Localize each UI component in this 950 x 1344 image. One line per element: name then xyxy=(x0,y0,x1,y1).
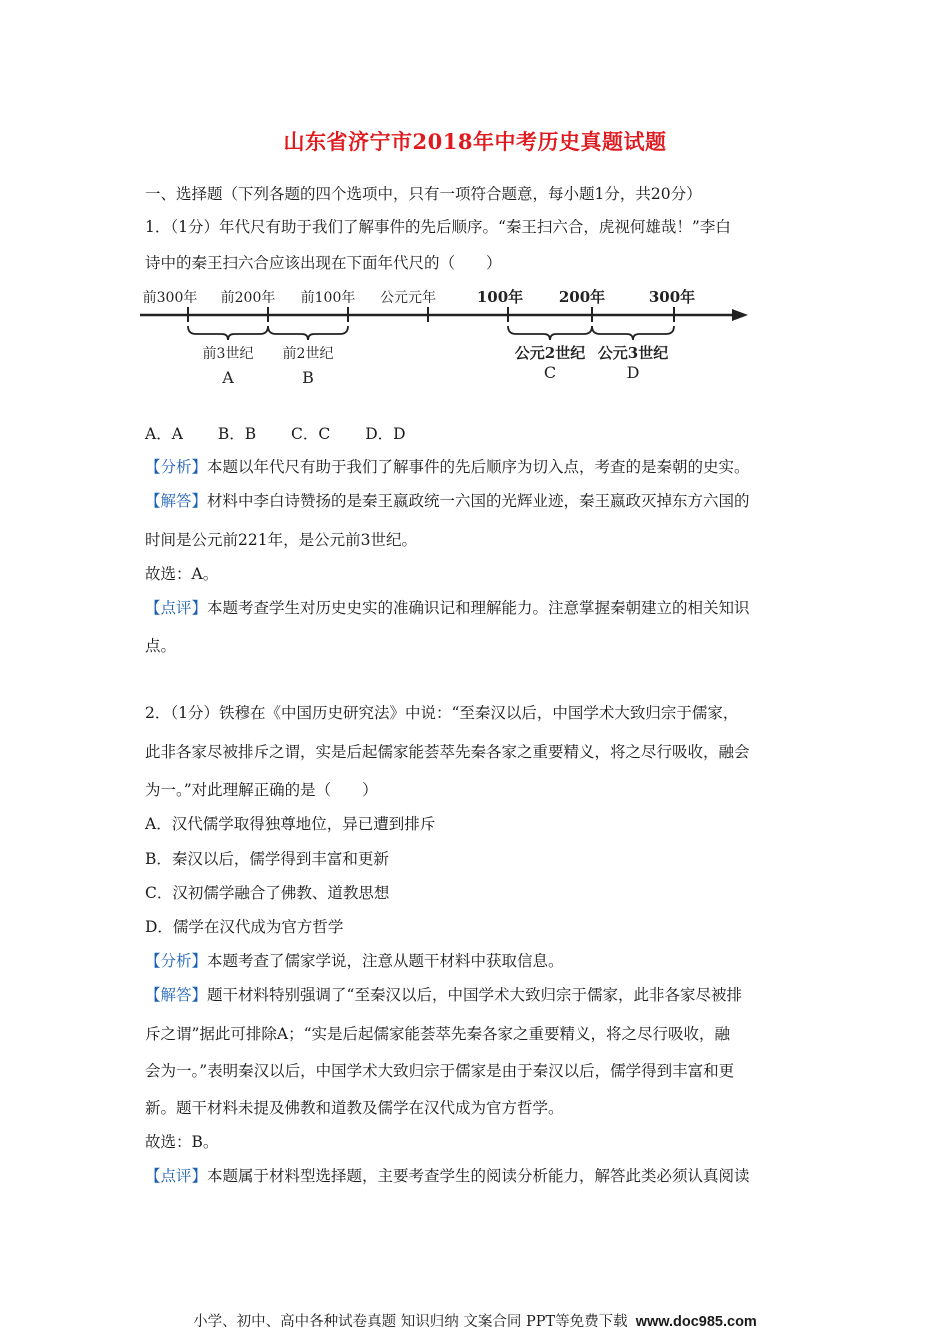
timeline-brace-label: 前3世纪 xyxy=(202,346,254,362)
timeline-brace xyxy=(508,326,592,340)
timeline-tick-label: 前200年 xyxy=(220,290,276,306)
timeline-tick-label: 前100年 xyxy=(300,290,356,306)
timeline-tick-label: 公元元年 xyxy=(380,290,436,306)
section-heading: 一、选择题（下列各题的四个选项中，只有一项符合题意，每小题1分，共20分） xyxy=(145,185,702,203)
q1-option-d[interactable]: D．D xyxy=(365,425,406,443)
timeline-brace xyxy=(188,326,268,340)
q2-comment-text-1: 本题属于材料型选择题，主要考查学生的阅读分析能力，解答此类必须认真阅读 xyxy=(207,1167,750,1185)
comment-tag: 【点评】 xyxy=(145,1167,208,1185)
timeline-option-letter: A xyxy=(222,368,234,387)
timeline-tick-label: 前300年 xyxy=(142,290,198,306)
q1-analysis-text: 本题以年代尺有助于我们了解事件的先后顺序为切入点，考查的是秦朝的史实。 xyxy=(207,458,750,476)
footer-url[interactable]: www.doc985.com xyxy=(635,1314,757,1330)
q2-analysis xyxy=(145,951,564,971)
q2-choice: 故选：B。 xyxy=(145,1133,219,1151)
timeline-brace-label: 公元2世纪 xyxy=(514,344,586,362)
q1-choice: 故选：A。 xyxy=(145,565,219,583)
timeline-brace-label: 前2世纪 xyxy=(282,346,334,362)
q2-comment xyxy=(145,1166,750,1186)
timeline-figure xyxy=(140,278,760,388)
q1-comment xyxy=(145,598,750,618)
q2-answer-text-3: 会为一。”表明秦汉以后，中国学术大致归宗于儒家是由于秦汉以后，儒学得到丰富和更 xyxy=(145,1062,735,1080)
q1-option-a[interactable]: A．A xyxy=(145,425,183,443)
q2-answer-text-1: 题干材料特别强调了“至秦汉以后，中国学术大致归宗于儒家，此非各家尽被排 xyxy=(207,986,742,1004)
q2-answer-text-4: 新。题干材料未提及佛教和道教及儒学在汉代成为官方哲学。 xyxy=(145,1099,564,1117)
q2-answer-text-2: 斥之谓”据此可排除A；“实是后起儒家能荟萃先秦各家之重要精义，将之尽行吸收，融 xyxy=(145,1025,731,1043)
page-footer xyxy=(0,1310,950,1331)
q2-option-a[interactable]: A．汉代儒学取得独尊地位，异已遭到排斥 xyxy=(145,815,436,833)
q1-answer xyxy=(145,491,750,511)
q1-comment-text-1: 本题考查学生对历史史实的准确识记和理解能力。注意掌握秦朝建立的相关知识 xyxy=(207,599,750,617)
timeline-option-letter: C xyxy=(543,363,557,382)
q2-stem-line-2: 此非各家尽被排斥之谓，实是后起儒家能荟萃先秦各家之重要精义，将之尽行吸收，融会 xyxy=(145,743,750,761)
timeline-brace xyxy=(592,326,674,340)
q1-comment-text-2: 点。 xyxy=(145,637,177,655)
q2-answer xyxy=(145,985,742,1005)
timeline-option-letter: B xyxy=(302,368,314,387)
timeline-arrow-icon xyxy=(732,309,748,321)
q2-stem-line-3: 为一。”对此理解正确的是（ ） xyxy=(145,781,378,799)
q2-stem-line-1: 2．（1分）铁穆在《中国历史研究法》中说：“至秦汉以后，中国学术大致归宗于儒家， xyxy=(145,704,739,722)
footer-text: 小学、初中、高中各种试卷真题 知识归纳 文案合同 PPT等免费下载 xyxy=(193,1314,628,1330)
analysis-tag: 【分析】 xyxy=(145,458,208,476)
page-title: 山东省济宁市2018年中考历史真题试题 xyxy=(283,129,667,154)
answer-tag: 【解答】 xyxy=(145,986,208,1004)
timeline-tick-label: 300年 xyxy=(648,288,696,306)
q1-stem-line-2: 诗中的秦王扫六合应该出现在下面年代尺的（ ） xyxy=(145,254,502,272)
q1-answer-text-2: 时间是公元前221年，是公元前3世纪。 xyxy=(145,531,417,549)
q1-options xyxy=(145,424,436,444)
timeline-tick-label: 100年 xyxy=(476,288,524,306)
q1-stem-line-1: 1．（1分）年代尺有助于我们了解事件的先后顺序。“秦王扫六合，虎视何雄哉！”李白 xyxy=(145,218,731,236)
answer-tag: 【解答】 xyxy=(145,492,208,510)
q2-option-d[interactable]: D．儒学在汉代成为官方哲学 xyxy=(145,918,344,936)
q1-answer-text-1: 材料中李白诗赞扬的是秦王嬴政统一六国的光辉业迹，秦王嬴政灭掉东方六国的 xyxy=(207,492,750,510)
q2-analysis-text: 本题考查了儒家学说，注意从题干材料中获取信息。 xyxy=(207,952,564,970)
timeline-option-letter: D xyxy=(626,363,640,382)
timeline-tick-label: 200年 xyxy=(558,288,606,306)
q1-option-b[interactable]: B．B xyxy=(217,425,257,443)
q1-option-c[interactable]: C．C xyxy=(291,425,331,443)
q1-analysis xyxy=(145,457,750,477)
timeline-brace-label: 公元3世纪 xyxy=(597,344,669,362)
comment-tag: 【点评】 xyxy=(145,599,208,617)
timeline-brace xyxy=(268,326,348,340)
q2-option-b[interactable]: B．秦汉以后，儒学得到丰富和更新 xyxy=(145,850,389,868)
q2-option-c[interactable]: C．汉初儒学融合了佛教、道教思想 xyxy=(145,884,390,902)
analysis-tag: 【分析】 xyxy=(145,952,208,970)
